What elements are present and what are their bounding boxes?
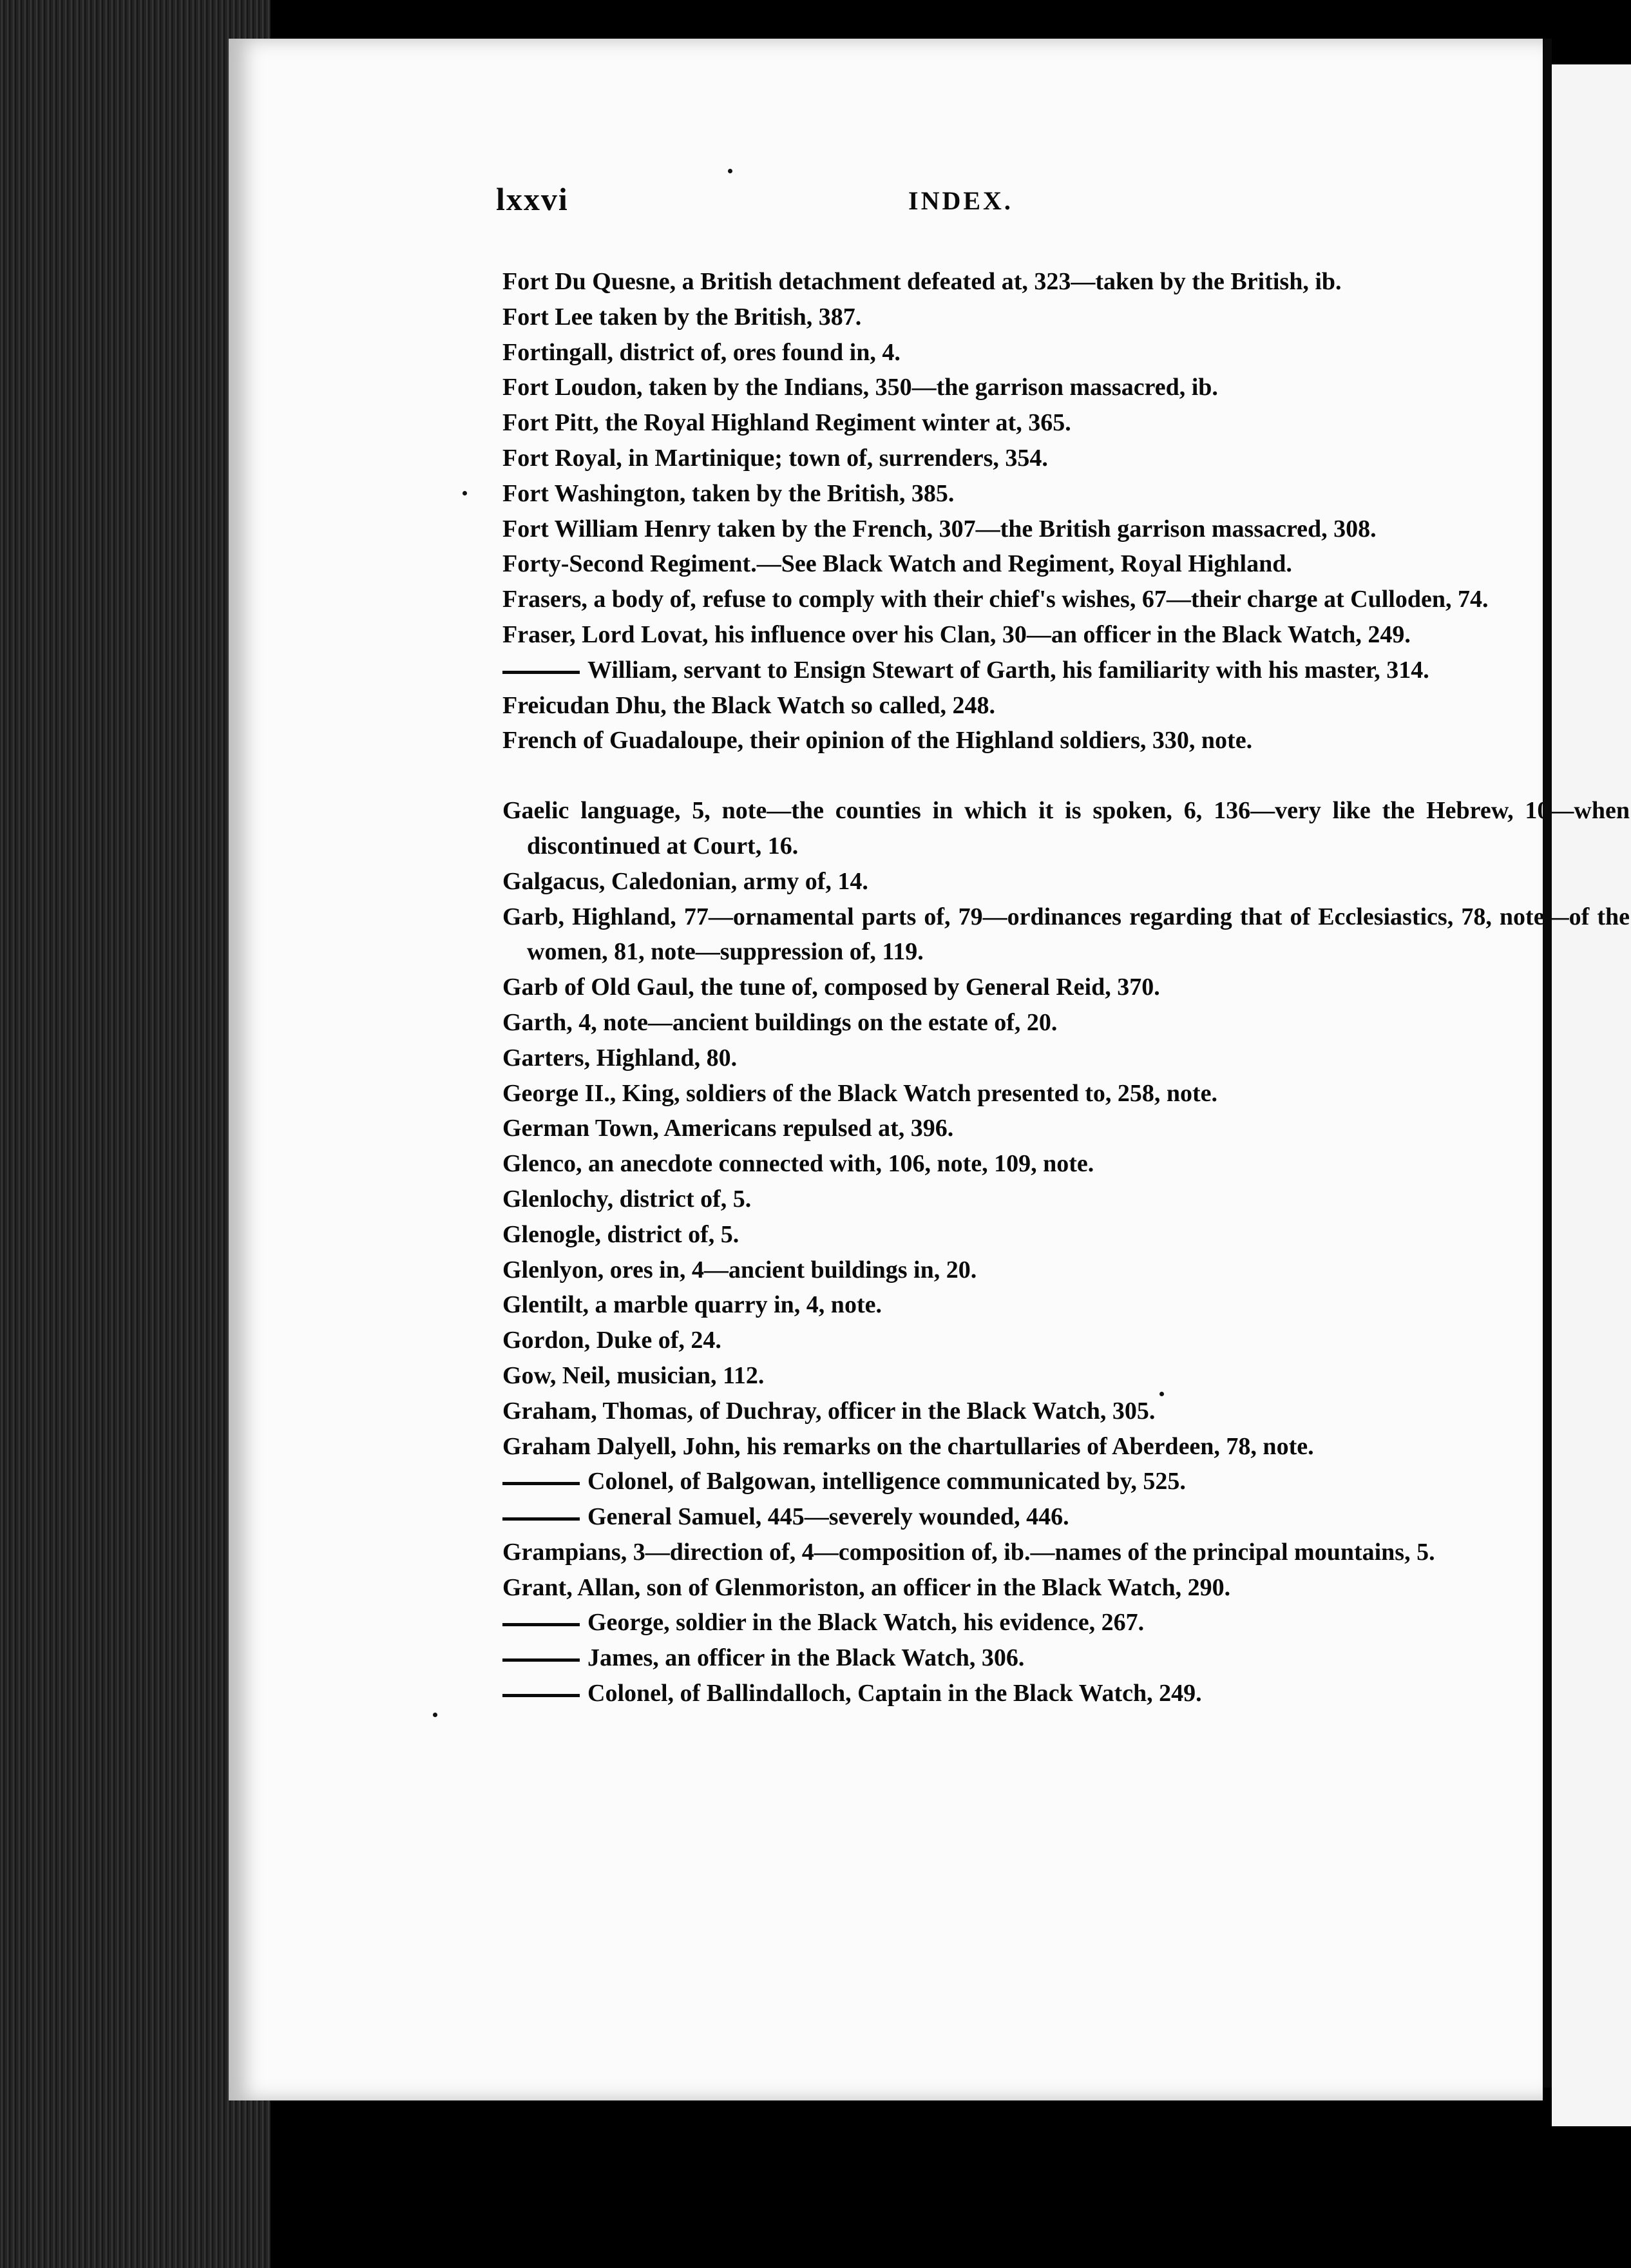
index-entry — [502, 1394, 1630, 1429]
entry-text: Graham Dalyell, John, his remarks on the chartullaries of Aberdeen, 78, note. — [502, 1432, 1314, 1460]
index-subentry — [502, 653, 1630, 688]
index-subentry — [502, 1499, 1630, 1535]
index-entry — [502, 864, 1630, 899]
section-gap — [502, 758, 1630, 793]
ditto-dash — [502, 671, 580, 674]
index-entry — [502, 688, 1630, 724]
index-subentry — [502, 1640, 1630, 1676]
entry-text: Fort Royal, in Martinique; town of, surrenders, 354. — [502, 444, 1048, 472]
index-subentry — [502, 1464, 1630, 1499]
ditto-dash — [502, 1658, 580, 1662]
ink-speck — [728, 169, 732, 173]
ditto-dash — [502, 1623, 580, 1626]
running-head: INDEX. — [908, 186, 1013, 215]
entry-text: Fort Pitt, the Royal Highland Regiment winter at, 365. — [502, 409, 1071, 437]
entry-text: Glenlochy, district of, 5. — [502, 1185, 752, 1213]
index-subentry — [502, 1676, 1630, 1711]
index-entry — [502, 1217, 1630, 1253]
page-header — [238, 180, 1398, 264]
entry-text: James, an officer in the Black Watch, 306. — [587, 1644, 1025, 1672]
page-number: lxxvi — [496, 181, 569, 217]
index-entry — [502, 546, 1630, 582]
ditto-dash — [502, 1517, 580, 1521]
entry-text: Garb, Highland, 77—ornamental parts of, 79—ordinances regarding that of Ecclesiastics, 78, note—of the women, 81, note—suppression of, 119. — [502, 903, 1630, 966]
entry-text: Garth, 4, note—ancient buildings on the estate of, 20. — [502, 1008, 1058, 1036]
entry-text: Garb of Old Gaul, the tune of, composed by General Reid, 370. — [502, 974, 1160, 1001]
entry-text: Grampians, 3—direction of, 4—composition of, ib.—names of the principal mountains, 5. — [502, 1538, 1435, 1566]
entry-text: Fraser, Lord Lovat, his influence over his Clan, 30—an officer in the Black Watch, 249. — [502, 620, 1411, 648]
entry-text: Fort William Henry taken by the French, 307—the British garrison massacred, 308. — [502, 515, 1377, 543]
entry-text: Graham, Thomas, of Duchray, officer in the Black Watch, 305. — [502, 1397, 1156, 1425]
entry-text: Freicudan Dhu, the Black Watch so called, 248. — [502, 691, 995, 719]
index-entry — [502, 723, 1630, 758]
index-entry — [502, 582, 1630, 617]
index-entry — [502, 1535, 1630, 1570]
ink-speck — [433, 1713, 437, 1717]
index-entry — [502, 300, 1630, 335]
entry-text: Glenco, an anecdote connected with, 106, note, 109, note. — [502, 1150, 1094, 1178]
entry-text: Forty-Second Regiment.—See Black Watch and Regiment, Royal Highland. — [502, 550, 1292, 578]
index-entry — [502, 617, 1630, 653]
index-entry — [502, 1146, 1630, 1182]
index-entry — [502, 1076, 1630, 1111]
entry-text: French of Guadaloupe, their opinion of the Highland soldiers, 330, note. — [502, 727, 1253, 754]
index-entry — [502, 1005, 1630, 1041]
index-entry — [502, 1323, 1630, 1358]
entry-text: Fort Loudon, taken by the Indians, 350—the garrison massacred, ib. — [502, 374, 1218, 401]
index-entry — [502, 264, 1630, 300]
entry-text: Colonel, of Ballindalloch, Captain in the Black Watch, 249. — [587, 1680, 1202, 1707]
ditto-dash — [502, 1694, 580, 1697]
index-entry — [502, 1182, 1630, 1217]
index-entry — [502, 970, 1630, 1005]
entry-text: German Town, Americans repulsed at, 396. — [502, 1115, 954, 1142]
entry-text: Frasers, a body of, refuse to comply with their chief's wishes, 67—their charge at Culloden, 74. — [502, 586, 1489, 613]
entry-text: Gow, Neil, musician, 112. — [502, 1361, 765, 1389]
entry-text: Glenogle, district of, 5. — [502, 1220, 739, 1248]
index-entry — [502, 335, 1630, 370]
index-entry — [502, 793, 1630, 864]
entry-text: Garters, Highland, 80. — [502, 1044, 738, 1072]
entry-text: Fortingall, district of, ores found in, 4. — [502, 338, 901, 366]
index-entry — [502, 1358, 1630, 1394]
entry-text: Colonel, of Balgowan, intelligence communicated by, 525. — [587, 1468, 1186, 1495]
index-entry — [502, 1570, 1630, 1606]
entry-text: Fort Lee taken by the British, 387. — [502, 303, 862, 331]
index-entry — [502, 899, 1630, 970]
index-subentry — [502, 1605, 1630, 1640]
index-entry — [502, 370, 1630, 405]
entry-text: Fort Washington, taken by the British, 385. — [502, 479, 955, 507]
entry-text: Grant, Allan, son of Glenmoriston, an officer in the Black Watch, 290. — [502, 1573, 1231, 1601]
entry-text: William, servant to Ensign Stewart of Garth, his familiarity with his master, 314. — [587, 656, 1429, 684]
index-entry — [502, 476, 1630, 512]
index-entry — [502, 1041, 1630, 1076]
entry-text: George, soldier in the Black Watch, his evidence, 267. — [587, 1609, 1145, 1637]
entry-text: Glenlyon, ores in, 4—ancient buildings in, 20. — [502, 1256, 977, 1283]
index-entry — [502, 1429, 1630, 1465]
index-entry — [502, 405, 1630, 441]
index-entry — [502, 1287, 1630, 1323]
index-entry — [502, 441, 1630, 476]
index-entry — [502, 512, 1630, 547]
entry-text: George II., King, soldiers of the Black Watch presented to, 258, note. — [502, 1079, 1218, 1107]
index-entries — [502, 264, 1630, 1711]
entry-text: Gordon, Duke of, 24. — [502, 1327, 721, 1354]
entry-text: Gaelic language, 5, note—the counties in which it is spoken, 6, 136—very like the Hebrew, 10—when discontinued at Court, 16. — [502, 797, 1630, 860]
page-content — [238, 180, 1630, 1707]
ink-speck — [463, 491, 467, 495]
entry-text: Fort Du Quesne, a British detachment defeated at, 323—taken by the British, ib. — [502, 268, 1342, 295]
entry-text: Galgacus, Caledonian, army of, 14. — [502, 867, 868, 895]
entry-text: General Samuel, 445—severely wounded, 446. — [587, 1503, 1069, 1531]
entry-text: Glentilt, a marble quarry in, 4, note. — [502, 1291, 882, 1319]
ditto-dash — [502, 1482, 580, 1485]
index-entry — [502, 1111, 1630, 1146]
index-entry — [502, 1253, 1630, 1288]
